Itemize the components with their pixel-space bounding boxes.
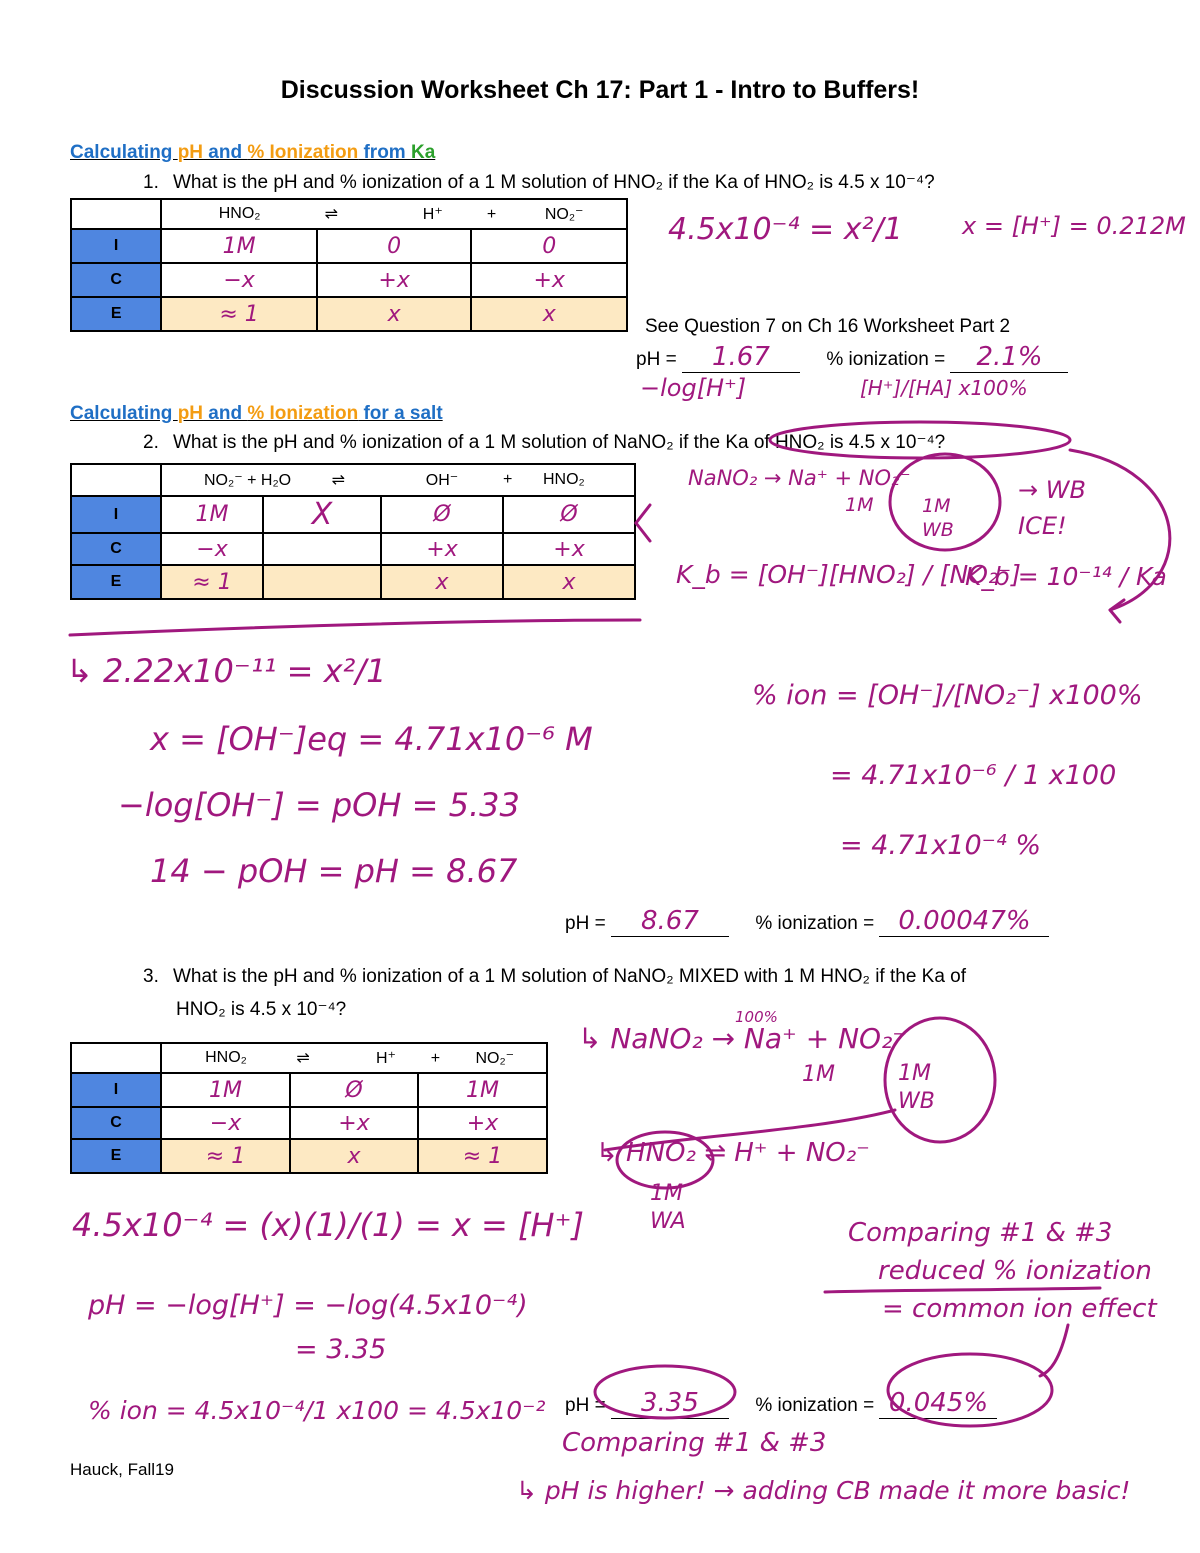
ice-cell: 1M xyxy=(161,496,263,533)
footer-author: Hauck, Fall19 xyxy=(70,1460,174,1479)
handwritten-note: x = [H⁺] = 0.212M xyxy=(962,212,1186,240)
ice-cell: Ø xyxy=(290,1073,418,1107)
page-title: Discussion Worksheet Ch 17: Part 1 - Intro to Buffers! xyxy=(280,76,920,104)
handwritten-note: 1M WB xyxy=(898,1061,935,1114)
arrow-head xyxy=(1110,600,1124,622)
row-label-change: C xyxy=(71,533,161,565)
handwritten-note: 1M xyxy=(845,494,874,516)
circle-ion-answer xyxy=(888,1354,1052,1426)
ice-cell: X xyxy=(263,496,381,533)
ice-cell: +x xyxy=(317,263,472,297)
ion-answer: 0.00047% xyxy=(879,906,1049,937)
handwritten-note: 1M WB xyxy=(922,495,954,541)
handwritten-note: 4.5x10⁻⁴ = (x)(1)/(1) = x = [H⁺] xyxy=(72,1206,584,1244)
arrow-to-ion xyxy=(1040,1325,1068,1376)
handwritten-note: 1M xyxy=(802,1062,835,1087)
heading-part: and xyxy=(203,142,248,163)
handwritten-note: ↳ 2.22x10⁻¹¹ = x²/1 xyxy=(66,652,387,690)
handwritten-note: = 3.35 xyxy=(295,1334,387,1365)
handwritten-note: −log[OH⁻] = pOH = 5.33 xyxy=(118,786,520,824)
ice-cell: 1M xyxy=(161,1073,290,1107)
circle-ka-value xyxy=(770,422,1070,458)
ice-cell: ≈ 1 xyxy=(161,1139,290,1173)
arrow-curve-3 xyxy=(605,1110,895,1150)
handwritten-note: ↳ pH is higher! → adding CB made it more basic! xyxy=(516,1476,1131,1505)
ice-header: H⁺ xyxy=(376,1050,396,1067)
circle-hno2 xyxy=(617,1132,713,1188)
row-label-equilibrium: E xyxy=(71,565,161,599)
ice-cell: −x xyxy=(161,533,263,565)
ph-answer: 1.67 xyxy=(682,342,800,373)
heading-part: pH xyxy=(177,142,204,163)
ice-cell: −x xyxy=(161,1107,290,1139)
handwritten-note: x = [OH⁻]eq = 4.71x10⁻⁶ M xyxy=(150,720,593,758)
handwritten-note: % ion = [OH⁻]/[NO₂⁻] x100% xyxy=(752,680,1143,711)
ion-answer: 2.1% xyxy=(950,342,1068,373)
ice-cell: +x xyxy=(418,1107,547,1139)
ice-header: OH⁻ xyxy=(381,464,503,496)
heading-part: Calculating xyxy=(70,142,178,163)
heading-part: Ka xyxy=(410,142,436,163)
heading-part: % Ionization xyxy=(247,142,359,163)
row-label-initial: I xyxy=(71,1073,161,1107)
ice-cell: ≈ 1 xyxy=(161,297,317,331)
row-label-equilibrium: E xyxy=(71,1139,161,1173)
ph-label: pH = xyxy=(565,1395,606,1416)
heading-part: pH xyxy=(177,403,204,424)
ice-header: H⁺ xyxy=(422,206,443,223)
ice-cell: x xyxy=(317,297,472,331)
ice-cell: ≈ 1 xyxy=(418,1139,547,1173)
handwritten-note: −log[H⁺] xyxy=(640,374,747,402)
handwritten-note: 1M WA xyxy=(650,1181,686,1234)
equilibrium-arrow: ⇌ xyxy=(324,206,338,223)
ice-cell: +x xyxy=(503,533,635,565)
heading-part: for a salt xyxy=(358,403,443,424)
ion-answer: 0.045% xyxy=(879,1388,997,1419)
handwritten-note: [H⁺]/[HA] x100% xyxy=(860,376,1028,400)
handwritten-note: = 4.71x10⁻⁶ / 1 x100 xyxy=(830,760,1117,791)
underline-stroke xyxy=(825,1288,1100,1292)
row-label-equilibrium: E xyxy=(71,297,161,331)
handwritten-note: Comparing #1 & #3 xyxy=(562,1428,827,1458)
handwritten-note: 100% xyxy=(735,1008,778,1026)
question-number: 3. xyxy=(143,966,159,987)
row-label-initial: I xyxy=(71,496,161,533)
heading-part: and xyxy=(203,403,248,424)
plus-sign: + xyxy=(503,471,513,488)
ice-cell: 1M xyxy=(418,1073,547,1107)
ice-cell: +x xyxy=(471,263,627,297)
handwritten-note: ↳ HNO₂ ⇌ H⁺ + NO₂⁻ xyxy=(596,1138,870,1168)
heading-part: Calculating xyxy=(70,403,178,424)
ice-cell: x xyxy=(290,1139,418,1173)
question-text: What is the pH and % ionization of a 1 M solution of HNO₂ if the Ka of HNO₂ is 4.5 x 10⁻⁴? xyxy=(173,172,935,193)
handwritten-note: = common ion effect xyxy=(882,1294,1157,1324)
handwritten-note: K_b = 10⁻¹⁴ / Ka xyxy=(965,562,1167,591)
ice-header: NO₂⁻ + H₂O xyxy=(204,472,292,489)
heading-part: % Ionization xyxy=(247,403,359,424)
ice-header: HNO₂ xyxy=(161,199,317,229)
circle-nitrite xyxy=(890,454,1000,550)
handwritten-note: ↳ NaNO₂ → Na⁺ + NO₂⁻ xyxy=(578,1022,908,1055)
ice-cell: x xyxy=(381,565,503,599)
ice-cell: 1M xyxy=(161,229,317,263)
ice-header: HNO₂ xyxy=(161,1043,290,1073)
ion-label: % ionization = xyxy=(755,1395,875,1416)
handwritten-note: NaNO₂ → Na⁺ + NO₂⁻ xyxy=(688,466,911,490)
question-text: What is the pH and % ionization of a 1 M solution of NaNO₂ MIXED with 1 M HNO₂ if the Ka of xyxy=(173,966,967,987)
ice-header: NO₂⁻ xyxy=(544,206,584,223)
ion-label: % ionization = xyxy=(826,349,946,370)
heading-part: from xyxy=(358,142,411,163)
divider-stroke xyxy=(70,620,640,635)
row-label-initial: I xyxy=(71,229,161,263)
ice-cell: 0 xyxy=(317,229,472,263)
handwritten-note: 4.5x10⁻⁴ = x²/1 xyxy=(668,212,903,247)
handwritten-note: 14 − pOH = pH = 8.67 xyxy=(150,852,518,890)
handwritten-note: pH = −log[H⁺] = −log(4.5x10⁻⁴) xyxy=(88,1290,528,1321)
equilibrium-arrow: ⇌ xyxy=(296,1050,310,1067)
plus-sign: + xyxy=(486,206,497,223)
arrow-curve xyxy=(1070,450,1170,610)
ice-header: HNO₂ xyxy=(543,471,585,488)
see-note: See Question 7 on Ch 16 Worksheet Part 2 xyxy=(645,316,1011,337)
circle-nitrite-3 xyxy=(885,1018,995,1142)
ice-cell: −x xyxy=(161,263,317,297)
arrow-head-left xyxy=(636,505,650,541)
ph-label: pH = xyxy=(636,349,677,370)
ice-cell: 0 xyxy=(471,229,627,263)
question-3-continued: HNO₂ is 4.5 x 10⁻⁴? xyxy=(176,999,347,1020)
ice-cell: x xyxy=(471,297,627,331)
ice-cell: ≈ 1 xyxy=(161,565,263,599)
ice-cell: Ø xyxy=(503,496,635,533)
equilibrium-arrow: ⇌ xyxy=(331,472,345,489)
handwritten-note: = 4.71x10⁻⁴ % xyxy=(840,830,1041,861)
ph-answer: 3.35 xyxy=(611,1388,729,1419)
ion-label: % ionization = xyxy=(755,913,875,934)
question-number: 2. xyxy=(143,432,159,453)
handwritten-note: Comparing #1 & #3 xyxy=(848,1218,1113,1248)
ph-label: pH = xyxy=(565,913,606,934)
circle-ph-answer xyxy=(595,1366,735,1418)
ice-cell: x xyxy=(503,565,635,599)
handwritten-note: K_b = [OH⁻][HNO₂] / [NO₂⁻] xyxy=(676,560,1021,589)
ph-answer: 8.67 xyxy=(611,906,729,937)
plus-sign: + xyxy=(430,1050,441,1067)
question-text: What is the pH and % ionization of a 1 M solution of NaNO₂ if the Ka of HNO₂ is 4.5 x 10⁻⁴? xyxy=(173,432,946,453)
row-label-change: C xyxy=(71,1107,161,1139)
ice-header: NO₂⁻ xyxy=(475,1050,515,1067)
question-number: 1. xyxy=(143,172,159,193)
ice-cell: +x xyxy=(381,533,503,565)
handwritten-note: → WB ICE! xyxy=(1018,476,1086,540)
row-label-change: C xyxy=(71,263,161,297)
handwritten-note: % ion = 4.5x10⁻⁴/1 x100 = 4.5x10⁻² xyxy=(88,1396,546,1425)
ice-cell: +x xyxy=(290,1107,418,1139)
handwritten-note: reduced % ionization xyxy=(878,1256,1152,1286)
ice-cell: Ø xyxy=(381,496,503,533)
